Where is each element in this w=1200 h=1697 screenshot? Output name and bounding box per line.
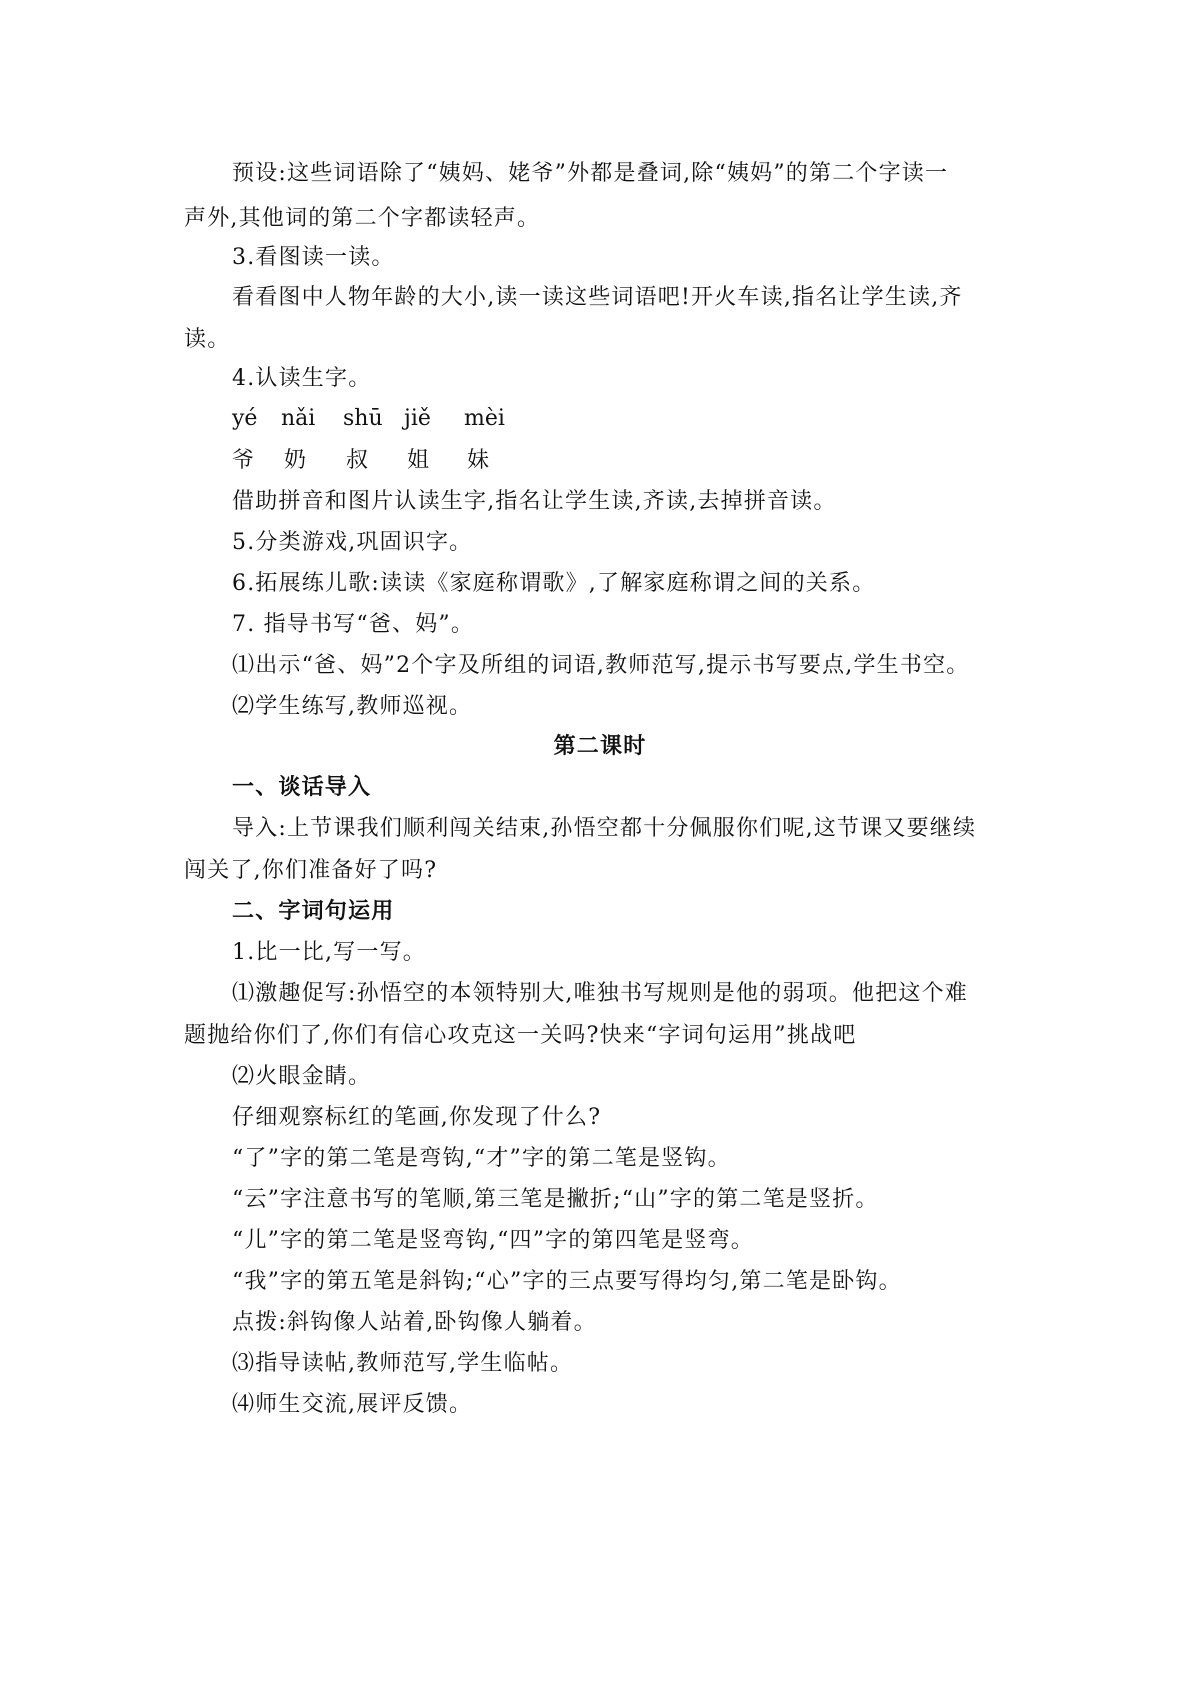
paragraph: 3.看图读一读。 [232, 245, 395, 270]
paragraph-continuation: 题抛给你们了,你们有信心攻克这一关吗?快来“字词句运用”挑战吧 [184, 1023, 857, 1048]
paragraph: “了”字的第二笔是弯钩,“才”字的第二笔是竖钩。 [232, 1146, 731, 1171]
paragraph-continuation: 闯关了,你们准备好了吗? [184, 858, 438, 883]
hanzi: 奶 [284, 448, 307, 473]
section-heading: 一、谈话导入 [232, 775, 372, 800]
paragraph: 4.认读生字。 [232, 366, 372, 391]
paragraph: ⑴出示“爸、妈”2个字及所组的词语,教师范写,提示书写要点,学生书空。 [232, 653, 970, 678]
paragraph: “我”字的第五笔是斜钩;“心”字的三点要写得均匀,第二笔是卧钩。 [232, 1269, 902, 1294]
paragraph: ⑵火眼金睛。 [232, 1064, 372, 1089]
paragraph: ⑷师生交流,展评反馈。 [232, 1392, 473, 1417]
paragraph: “云”字注意书写的笔顺,第三笔是撇折;“山”字的第二笔是竖折。 [232, 1187, 879, 1212]
paragraph: 仔细观察标红的笔画,你发现了什么? [232, 1105, 602, 1130]
pinyin: mèi [464, 406, 505, 431]
hanzi: 叔 [346, 448, 369, 473]
paragraph: ⑴激趣促写:孙悟空的本领特别大,唯独书写规则是他的弱项。他把这个难 [232, 981, 969, 1006]
pinyin: yé [232, 406, 258, 431]
hanzi: 妹 [467, 448, 490, 473]
paragraph: 借助拼音和图片认读生字,指名让学生读,齐读,去掉拼音读。 [232, 489, 837, 514]
paragraph: 预设:这些词语除了“姨妈、姥爷”外都是叠词,除“姨妈”的第二个字读一 [232, 161, 949, 186]
paragraph: 导入:上节课我们顺利闯关结束,孙悟空都十分佩服你们呢,这节课又要继续 [232, 816, 977, 841]
paragraph-continuation: 读。 [184, 327, 231, 352]
paragraph: 1.比一比,写一写。 [232, 940, 426, 965]
hanzi: 姐 [407, 448, 430, 473]
paragraph: “儿”字的第二笔是竖弯钩,“四”字的第四笔是竖弯。 [232, 1228, 754, 1253]
section-heading: 二、字词句运用 [232, 899, 395, 924]
paragraph-continuation: 声外,其他词的第二个字都读轻声。 [184, 206, 541, 231]
paragraph: 7. 指导书写“爸、妈”。 [232, 612, 475, 637]
hanzi: 爷 [232, 448, 255, 473]
pinyin: jiě [404, 406, 431, 431]
paragraph: ⑶指导读帖,教师范写,学生临帖。 [232, 1351, 574, 1376]
lesson-title: 第二课时 [553, 734, 647, 759]
paragraph: 看看图中人物年龄的大小,读一读这些词语吧!开火车读,指名让学生读,齐 [232, 285, 963, 310]
paragraph: 点拨:斜钩像人站着,卧钩像人躺着。 [232, 1310, 597, 1335]
paragraph: 5.分类游戏,巩固识字。 [232, 530, 473, 555]
pinyin: nǎi [281, 406, 316, 431]
paragraph: 6.拓展练儿歌:读读《家庭称谓歌》,了解家庭称谓之间的关系。 [232, 571, 876, 596]
pinyin: shū [343, 406, 383, 431]
paragraph: ⑵学生练写,教师巡视。 [232, 694, 473, 719]
